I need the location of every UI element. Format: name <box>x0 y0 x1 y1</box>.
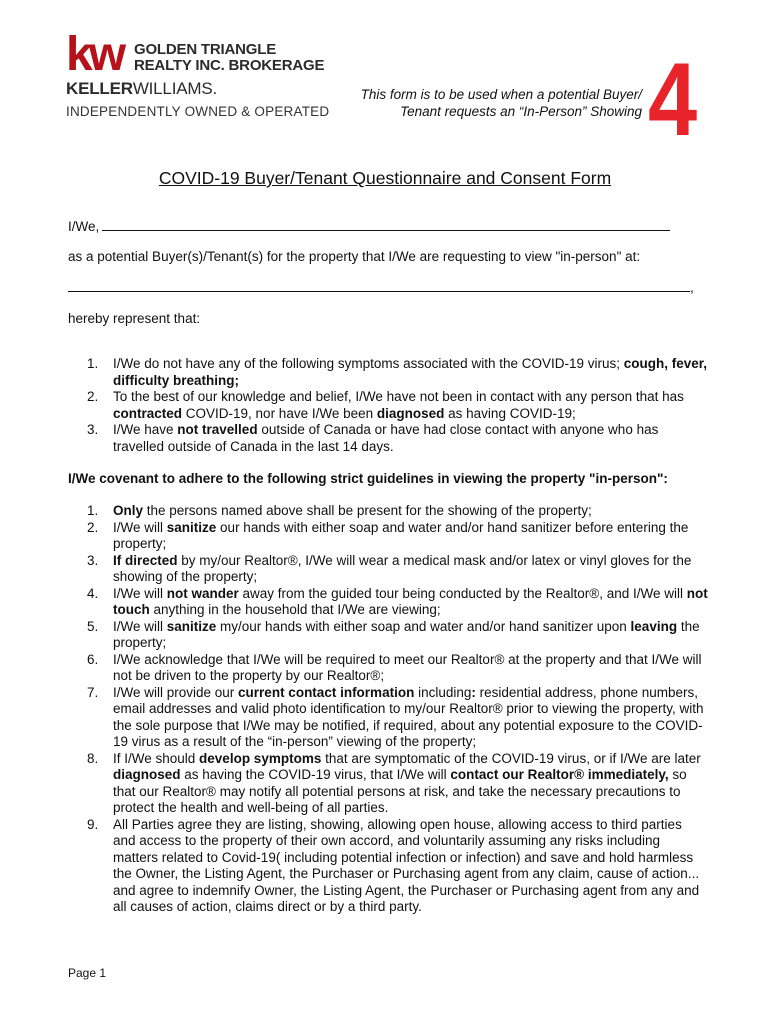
list-item-text: If I/We should <box>113 750 200 766</box>
kw-mark-text: kw <box>66 32 123 76</box>
list-item <box>68 652 708 685</box>
list-item-bold-text: current contact information <box>238 684 415 700</box>
list-item-text: the persons named above shall be present for the showing of the property; <box>143 503 592 518</box>
list-item-number: 2. <box>87 389 99 404</box>
list-item <box>68 422 708 455</box>
name-blank-field[interactable] <box>102 220 670 231</box>
list-item-number: 2. <box>87 519 99 535</box>
list-item-text: I/We acknowledge that I/We will be required to meet our Realtor® at the property and that I/We will not be driven to the property by our Realtor®; <box>113 651 702 683</box>
list-item <box>68 503 708 520</box>
page-number: Page 1 <box>68 966 107 980</box>
list-item-bold-text: sanitize <box>166 618 217 634</box>
list-item-text: as having COVID-19; <box>444 405 576 421</box>
list-item-number: 3. <box>87 422 99 437</box>
list-item-number: 5. <box>87 618 99 634</box>
potential-buyer-text: as a potential Buyer(s)/Tenant(s) for the property that I/We are requesting to view "in-person" at: <box>68 249 641 264</box>
list-item-bold-text: not travelled <box>177 422 258 437</box>
list-item-bold-text: diagnosed <box>113 767 181 782</box>
covenant-heading: I/We covenant to adhere to the following strict guidelines in viewing the property "in-person": <box>68 471 668 486</box>
representations-list <box>68 356 708 455</box>
wordmark-bold: KELLER <box>66 79 133 98</box>
address-blank-field[interactable] <box>68 283 690 292</box>
list-item-bold-text: cough, fever, difficulty breathing; <box>113 356 708 388</box>
list-item-bold-text: not touch <box>113 585 708 617</box>
list-item-bold-text: : <box>471 684 476 700</box>
list-item <box>68 356 708 389</box>
list-item-text: by my/our Realtor®, I/We will wear a medical mask and/or latex or vinyl gloves for the showing of the property; <box>113 552 692 584</box>
iwe-line <box>68 219 670 234</box>
list-item-text: I/We have <box>113 422 178 437</box>
list-item-text: All Parties agree they are listing, showing, allowing open house, allowing access to third parties and access to the property of their own accord, and voluntarily assuming any risks including matters related to Covid-19( including potential infection or infection) and save and hold harmless the Owner, the Listing Agent, the Purchaser or Purchasing agent from any claim, cause of action... and agree to indemnify Owner, the Listing Agent, the Purchaser or Purchasing agent from any and all causes of action, claims direct or by a third party. <box>113 816 700 914</box>
address-comma: , <box>690 280 694 295</box>
list-item-bold-text: sanitize <box>166 519 217 535</box>
list-item-number: 8. <box>87 750 99 766</box>
form-number: 4 <box>648 42 698 158</box>
list-item-bold-text: If directed <box>113 552 178 568</box>
list-item-text: I/We will <box>113 618 167 634</box>
list-item-text: including <box>414 684 472 700</box>
list-item-number: 1. <box>87 503 99 518</box>
list-item-number: 7. <box>87 684 99 700</box>
list-item-number: 6. <box>87 651 99 667</box>
list-item-text: away from the guided tour being conducted by the Realtor®, and I/We will <box>238 585 687 601</box>
list-item-text: that are symptomatic of the COVID-19 virus, or if I/We are later <box>321 750 701 766</box>
list-item-number: 4. <box>87 585 99 601</box>
list-item-text: the property; <box>113 618 700 650</box>
logo-tagline: INDEPENDENTLY OWNED & OPERATED <box>66 104 330 119</box>
list-item-text: I/We will provide our <box>113 684 239 700</box>
keller-williams-wordmark <box>66 79 217 99</box>
list-item <box>68 685 708 751</box>
header-note-line-2: Tenant requests an “In-Person” Showing <box>400 104 642 119</box>
list-item-text: I/We do not have any of the following symptoms associated with the COVID-19 virus; <box>113 356 624 371</box>
header-note-line-1: This form is to be used when a potential Buyer/ <box>360 87 642 102</box>
list-item-bold-text: develop symptoms <box>199 750 322 766</box>
list-item-text: so that our Realtor® may notify all potential persons at risk, and take the necessary precautions to protect the health and well-being of all parties. <box>113 767 687 815</box>
list-item <box>68 389 708 422</box>
wordmark-light: WILLIAMS. <box>132 79 217 98</box>
list-item <box>68 586 708 619</box>
list-item <box>68 751 708 817</box>
list-item <box>68 619 708 652</box>
list-item-text: outside of Canada or have had close contact with anyone who has travelled outside of Canada in the last 14 days. <box>113 422 659 454</box>
list-item-text: residential address, phone numbers, email addresses and valid photo identification to my/our Realtor® prior to viewing the property, with the sole purpose that I/We may be notified, if required, about any potential exposure to the COVID-19 virus as a result of the “in-person” viewing of the property; <box>113 684 704 749</box>
brokerage-line-2: REALTY INC. BROKERAGE <box>134 57 325 74</box>
brokerage-name <box>134 42 324 74</box>
list-item-text: I/We will <box>113 519 167 535</box>
list-item <box>68 817 708 916</box>
list-item-text: I/We will <box>113 585 167 601</box>
list-item-bold-text: contact our Realtor® immediately, <box>450 767 669 782</box>
list-item-number: 9. <box>87 816 99 832</box>
brokerage-line-1: GOLDEN TRIANGLE <box>134 41 276 58</box>
header-note <box>322 86 642 120</box>
list-item-bold-text: contracted <box>113 405 183 421</box>
list-item-text: as having the COVID-19 virus, that I/We will <box>180 767 451 782</box>
list-item-bold-text: not wander <box>166 585 239 601</box>
list-item-text: COVID-19, nor have I/We been <box>182 405 377 421</box>
list-item <box>68 553 708 586</box>
list-item-text: my/our hands with either soap and water and/or hand sanitizer upon <box>216 618 631 634</box>
list-item-text: anything in the household that I/We are viewing; <box>149 602 441 617</box>
list-item-text: To the best of our knowledge and belief, I/We have not been in contact with any person that has <box>113 389 684 404</box>
iwe-label: I/We, <box>68 219 100 234</box>
company-logo <box>66 32 330 122</box>
form-title: COVID-19 Buyer/Tenant Questionnaire and Consent Form <box>158 168 612 188</box>
list-item <box>68 520 708 553</box>
list-item-bold-text: leaving <box>630 618 678 634</box>
list-item-bold-text: Only <box>113 503 144 518</box>
kw-logo-icon <box>66 32 128 76</box>
list-item-bold-text: diagnosed <box>376 405 445 421</box>
list-item-text: our hands with either soap and water and/or hand sanitizer before entering the property; <box>113 519 689 551</box>
represent-text: hereby represent that: <box>68 311 201 326</box>
guidelines-list <box>68 503 708 916</box>
list-item-number: 3. <box>87 552 99 568</box>
list-item-number: 1. <box>87 356 99 371</box>
